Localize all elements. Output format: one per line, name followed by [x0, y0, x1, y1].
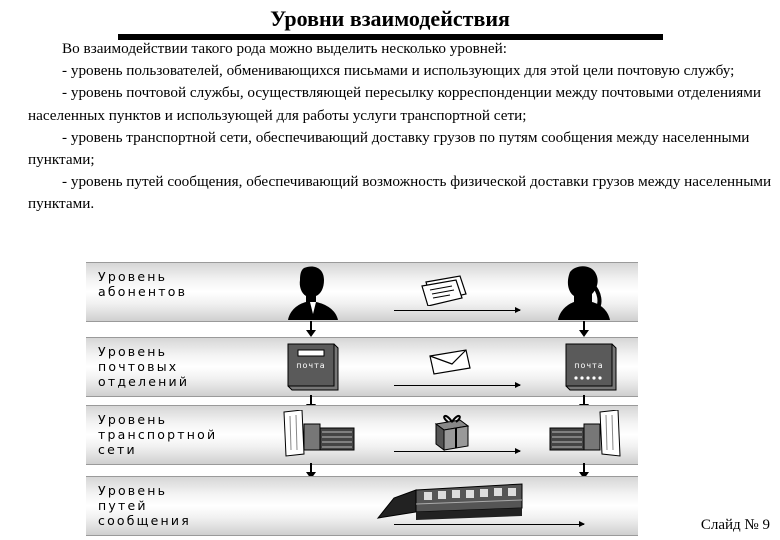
mailbox-label: почта	[574, 361, 604, 370]
body-paragraph: - уровень пользователей, обменивающихся письмами и использующих для этой цели почтовую службу;	[62, 62, 735, 80]
truck-icon	[282, 410, 356, 458]
level-label: Уровень абонентов	[98, 269, 188, 299]
levels-diagram	[86, 262, 638, 534]
letters-icon	[420, 274, 472, 306]
flow-arrow	[394, 385, 520, 386]
slide-title: Уровни взаимодействия	[270, 6, 510, 31]
level-label: Уровень транспортной сети	[98, 412, 218, 457]
body-paragraph: - уровень почтовой службы, осуществляющей пересылку корреспонденции между почтовыми отделениями населенных пунктов и использующей для работы услуги транспортной сети;	[28, 84, 761, 124]
level-label: Уровень почтовых отделений	[98, 344, 190, 389]
body-paragraph: - уровень транспортной сети, обеспечивающий доставку грузов по путям сообщения между населенными пунктами;	[28, 128, 750, 169]
mailbox-label: почта	[296, 361, 326, 370]
person-silhouette-icon	[286, 264, 340, 320]
flow-arrow	[394, 451, 520, 452]
flow-arrow	[394, 524, 584, 525]
level-band-post-offices	[86, 337, 638, 397]
gift-box-icon	[432, 410, 472, 452]
envelope-icon	[428, 348, 472, 376]
level-band-routes	[86, 476, 638, 536]
person-silhouette-icon	[556, 264, 610, 320]
level-label: Уровень путей сообщения	[98, 483, 191, 528]
slide-body	[28, 38, 773, 216]
body-paragraph: Во взаимодействии такого рода можно выделить несколько уровней:	[62, 40, 507, 57]
down-arrow-icon	[579, 321, 589, 337]
flow-arrow	[394, 310, 520, 311]
train-icon	[376, 478, 526, 522]
truck-icon	[548, 410, 622, 458]
body-paragraph: - уровень путей сообщения, обеспечивающий возможность физической доставки грузов между населенными пунктами.	[28, 173, 772, 213]
slide-number: Слайд № 9	[700, 517, 770, 533]
down-arrow-icon	[306, 321, 316, 337]
mailbox-icon	[284, 340, 340, 392]
mailbox-icon	[562, 340, 618, 392]
